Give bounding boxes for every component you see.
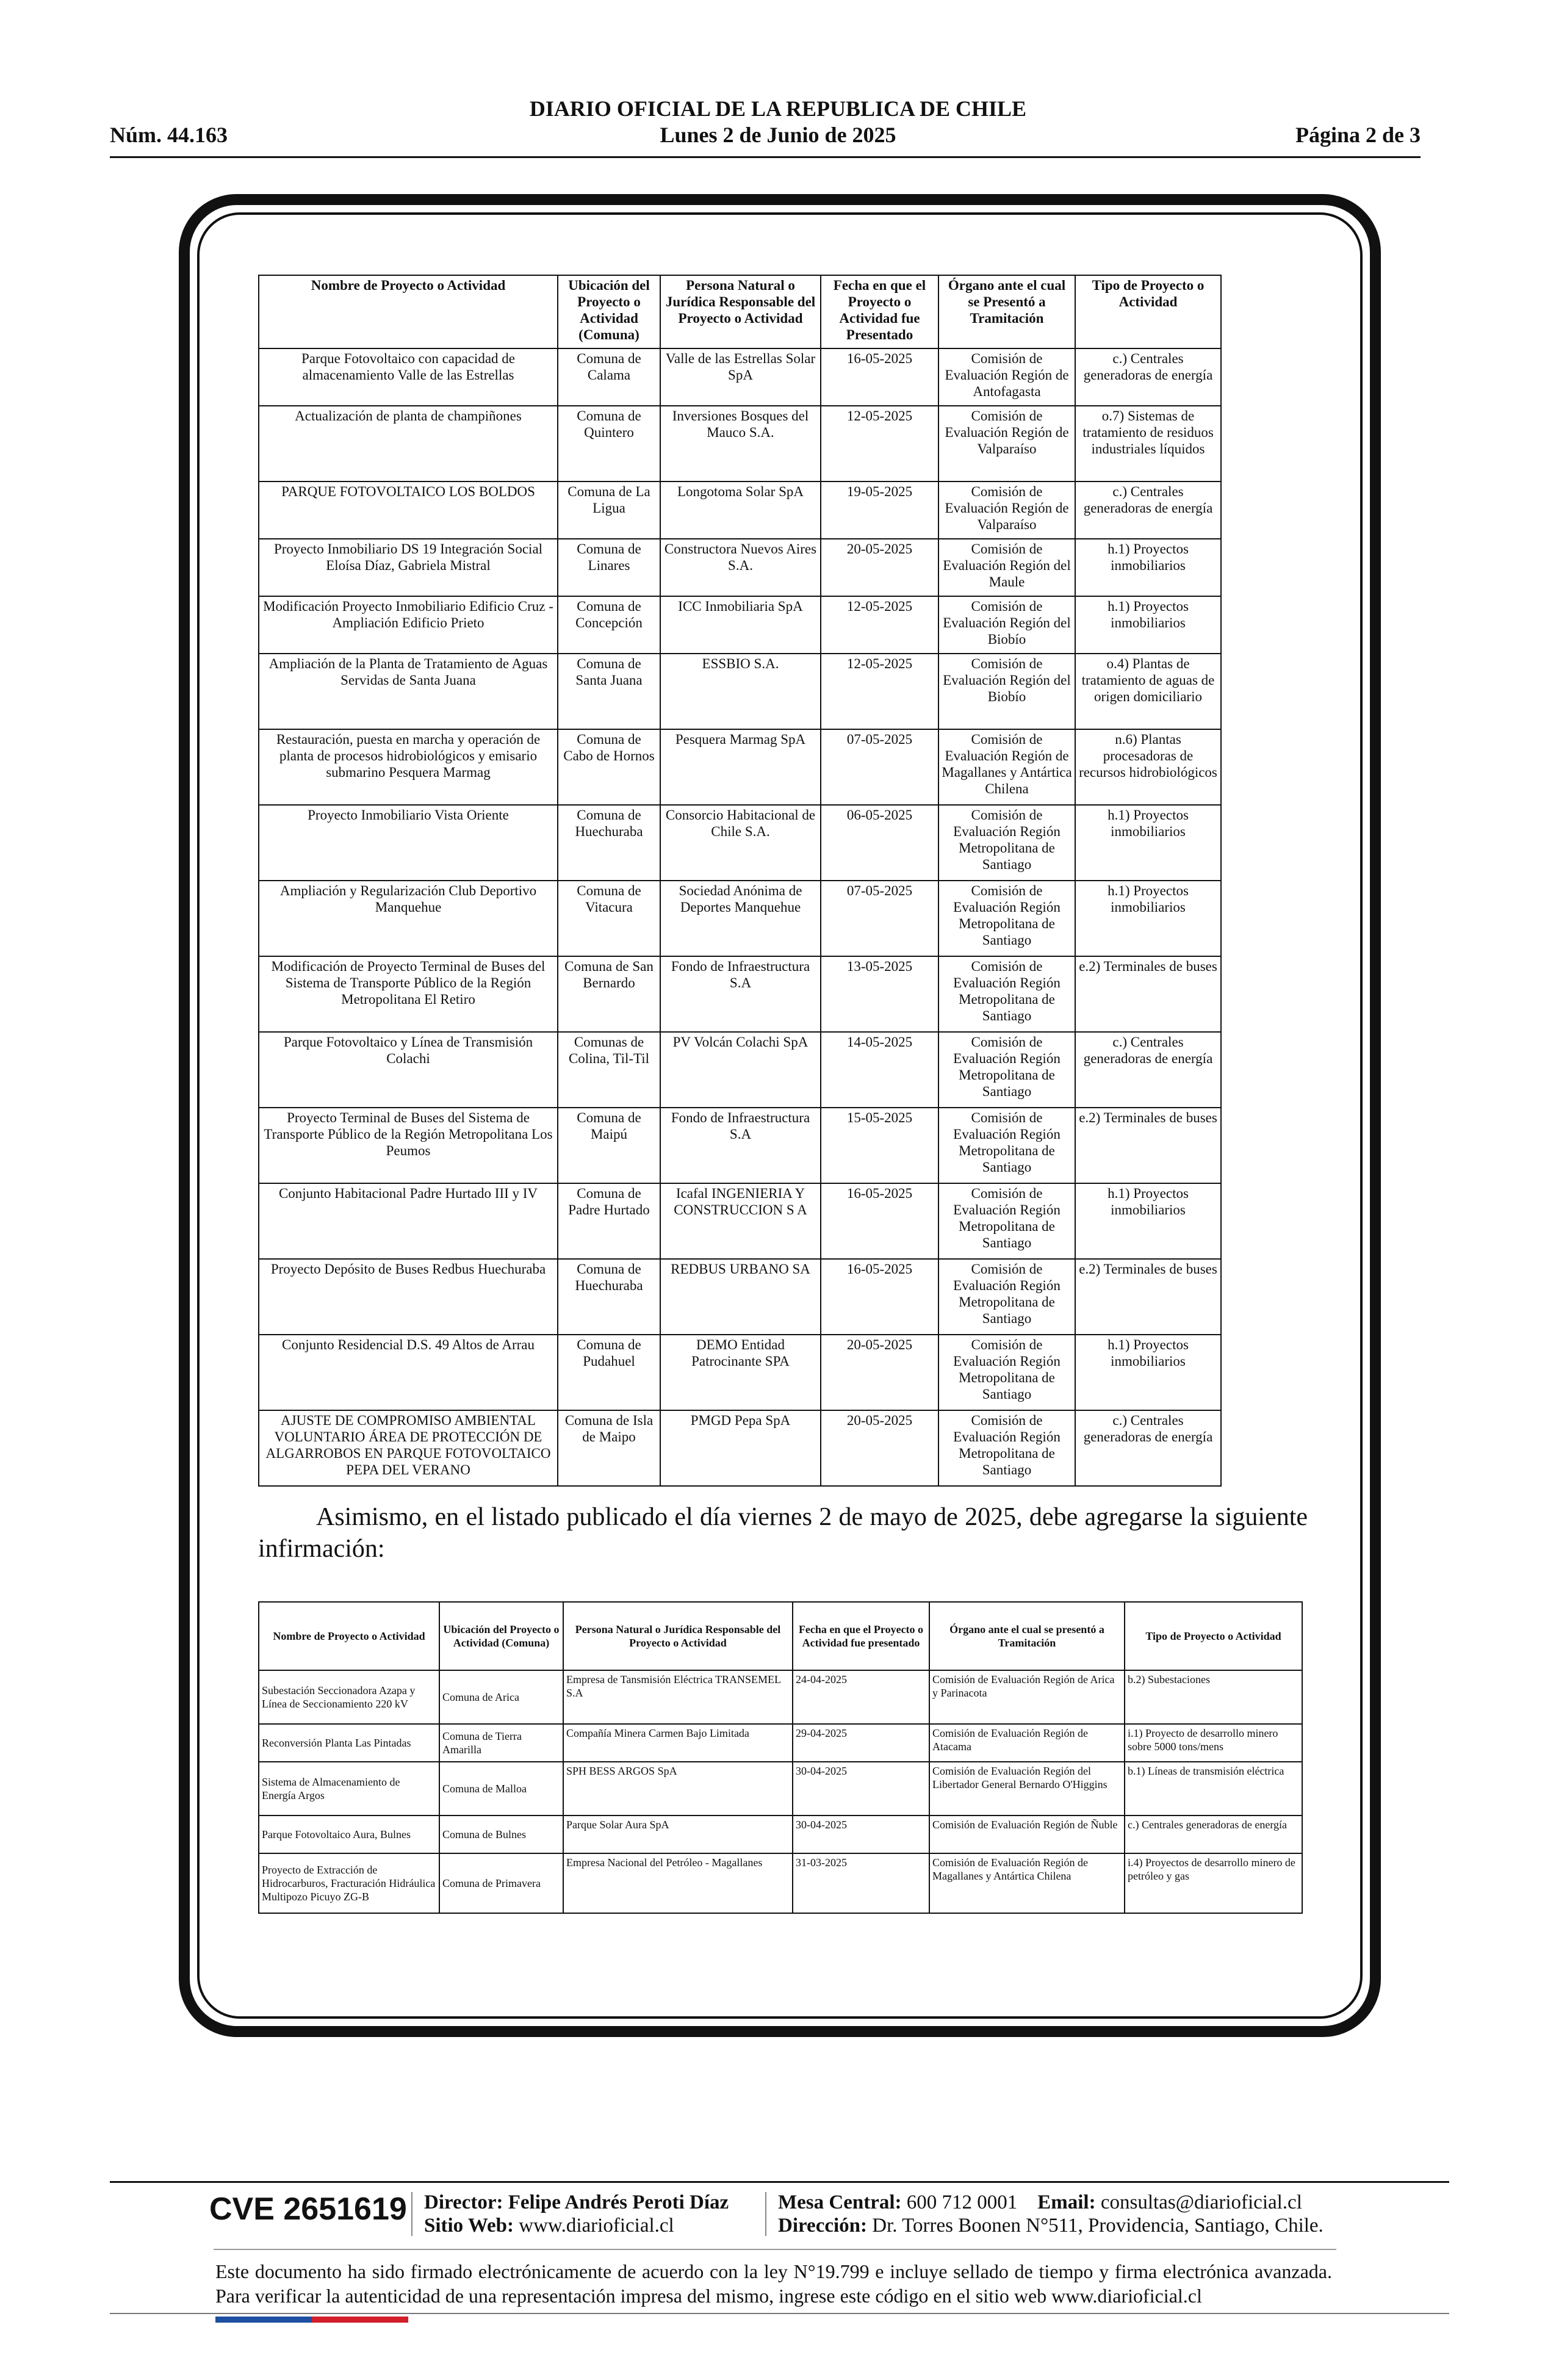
table-cell: Comuna de Huechuraba [558,1259,660,1335]
table-cell: Comuna de Linares [558,539,660,596]
table-row [259,881,1221,956]
table-cell: Subestación Seccionadora Azapa y Línea de Seccionamiento 220 kV [259,1670,439,1724]
table-cell: Comisión de Evaluación Región del Biobío [938,654,1075,729]
table-cell: Parque Solar Aura SpA [563,1816,793,1853]
table-cell: 20-05-2025 [821,1410,938,1486]
footer-divider [110,2181,1449,2183]
table-cell: e.2) Terminales de buses [1075,1259,1221,1335]
website-link[interactable]: www.diarioficial.cl [519,2215,674,2237]
column-header: Fecha en que el Proyecto o Actividad fue presentado [793,1602,929,1670]
table-cell: Sociedad Anónima de Deportes Manquehue [660,881,821,956]
table-cell: h.1) Proyectos inmobiliarios [1075,881,1221,956]
table-cell: Comisión de Evaluación Región Metropolitana de Santiago [938,805,1075,881]
column-header: Fecha en que el Proyecto o Actividad fue Presentado [821,275,938,348]
table-cell: 19-05-2025 [821,481,938,539]
table-cell: Parque Fotovoltaico con capacidad de almacenamiento Valle de las Estrellas [259,348,558,406]
table-cell: h.1) Proyectos inmobiliarios [1075,1335,1221,1410]
table-cell: o.7) Sistemas de tratamiento de residuos industriales líquidos [1075,406,1221,481]
table-cell: h.1) Proyectos inmobiliarios [1075,596,1221,654]
table-cell: Comuna de Concepción [558,596,660,654]
footer-bottom-rule [110,2313,1449,2314]
addendum-table-header [259,1602,1302,1670]
footer-director: Director: Felipe Andrés Peroti Díaz [424,2191,729,2213]
table-row [259,1724,1302,1762]
table-cell: Comisión de Evaluación Región de Magallanes y Antártica Chilena [938,729,1075,805]
table-cell: 20-05-2025 [821,1335,938,1410]
table-cell: Proyecto de Extracción de Hidrocarburos, Fracturación Hidráulica Multipozo Picuyo ZG-B [259,1853,439,1913]
table-row [259,406,1221,481]
column-header: Órgano ante el cual se Presentó a Tramitación [938,275,1075,348]
table-cell: 12-05-2025 [821,406,938,481]
table-cell: Comuna de Primavera [439,1853,563,1913]
footer-separator [765,2192,766,2236]
table-cell: Constructora Nuevos Aires S.A. [660,539,821,596]
column-header: Tipo de Proyecto o Actividad [1125,1602,1302,1670]
table-cell: 24-04-2025 [793,1670,929,1724]
column-header: Ubicación del Proyecto o Actividad (Comuna) [558,275,660,348]
table-cell: SPH BESS ARGOS SpA [563,1762,793,1816]
table-cell: Comisión de Evaluación Región Metropolitana de Santiago [938,956,1075,1032]
table-cell: Comuna de Bulnes [439,1816,563,1853]
table-cell: Comuna de Arica [439,1670,563,1724]
table-cell: c.) Centrales generadoras de energía [1075,1032,1221,1108]
table-cell: b.1) Líneas de transmisión eléctrica [1125,1762,1302,1816]
table-cell: n.6) Plantas procesadoras de recursos hidrobiológicos [1075,729,1221,805]
table-cell: Empresa de Tansmisión Eléctrica TRANSEMEL S.A [563,1670,793,1724]
table-cell: b.2) Subestaciones [1125,1670,1302,1724]
table-cell: Comisión de Evaluación Región Metropolitana de Santiago [938,1183,1075,1259]
table-cell: ESSBIO S.A. [660,654,821,729]
header-divider [110,156,1421,158]
table-cell: REDBUS URBANO SA [660,1259,821,1335]
column-header: Ubicación del Proyecto o Actividad (Comuna) [439,1602,563,1670]
table-cell: e.2) Terminales de buses [1075,956,1221,1032]
table-row [259,348,1221,406]
column-header: Persona Natural o Jurídica Responsable del Proyecto o Actividad [660,275,821,348]
table-cell: Parque Fotovoltaico Aura, Bulnes [259,1816,439,1853]
table-cell: Comuna de Santa Juana [558,654,660,729]
table-cell: Comuna de Maipú [558,1108,660,1183]
table-cell: Comuna de Quintero [558,406,660,481]
table-cell: 30-04-2025 [793,1816,929,1853]
table-row [259,1335,1221,1410]
table-cell: Comuna de Huechuraba [558,805,660,881]
table-row [259,1183,1221,1259]
table-cell: Comuna de Calama [558,348,660,406]
table-cell: 15-05-2025 [821,1108,938,1183]
table-cell: Valle de las Estrellas Solar SpA [660,348,821,406]
column-header: Nombre de Proyecto o Actividad [259,275,558,348]
table-row [259,539,1221,596]
footer-address: Dirección: Dr. Torres Boonen N°511, Providencia, Santiago, Chile. [778,2215,1324,2237]
issue-number: Núm. 44.163 [110,123,228,147]
table-cell: Actualización de planta de champiñones [259,406,558,481]
table-row [259,1032,1221,1108]
column-header: Persona Natural o Jurídica Responsable del Proyecto o Actividad [563,1602,793,1670]
table-cell: Comuna de Padre Hurtado [558,1183,660,1259]
table-cell: Reconversión Planta Las Pintadas [259,1724,439,1762]
table-cell: Comisión de Evaluación Región del Maule [938,539,1075,596]
table-cell: AJUSTE DE COMPROMISO AMBIENTAL VOLUNTARIO ÁREA DE PROTECCIÓN DE ALGARROBOS EN PARQUE FOTOVOLTAICO PEPA DEL VERANO [259,1410,558,1486]
table-cell: Comisión de Evaluación Región de Valparaíso [938,406,1075,481]
table-cell: Comunas de Colina, Til-Til [558,1032,660,1108]
flag-stripe-red [312,2317,408,2323]
projects-table [258,275,1222,1487]
table-cell: o.4) Plantas de tratamiento de aguas de origen domiciliario [1075,654,1221,729]
table-row [259,729,1221,805]
footer-divider-thin [214,2249,1336,2250]
table-cell: Restauración, puesta en marcha y operación de planta de procesos hidrobiológicos y emisario submarino Pesquera Marmag [259,729,558,805]
table-row [259,1762,1302,1816]
table-cell: Comisión de Evaluación Región de Magallanes y Antártica Chilena [929,1853,1125,1913]
footer-separator [411,2192,412,2236]
table-cell: Longotoma Solar SpA [660,481,821,539]
table-cell: 12-05-2025 [821,596,938,654]
table-cell: Comisión de Evaluación Región Metropolitana de Santiago [938,1108,1075,1183]
table-cell: h.1) Proyectos inmobiliarios [1075,1183,1221,1259]
table-cell: PMGD Pepa SpA [660,1410,821,1486]
email-link[interactable]: consultas@diarioficial.cl [1100,2191,1302,2213]
table-cell: Comisión de Evaluación Región de Ñuble [929,1816,1125,1853]
table-cell: Proyecto Inmobiliario Vista Oriente [259,805,558,881]
table-cell: c.) Centrales generadoras de energía [1075,481,1221,539]
cve-code: CVE 2651619 [209,2191,407,2227]
table-cell: i.1) Proyecto de desarrollo minero sobre 5000 tons/mens [1125,1724,1302,1762]
table-cell: 16-05-2025 [821,348,938,406]
addendum-paragraph: Asimismo, en el listado publicado el día viernes 2 de mayo de 2025, debe agregarse la siguiente infirmación: [258,1503,1308,1563]
table-row [259,481,1221,539]
table-cell: Icafal INGENIERIA Y CONSTRUCCION S A [660,1183,821,1259]
table-cell: Ampliación y Regularización Club Deportivo Manquehue [259,881,558,956]
table-row [259,1108,1221,1183]
table-row [259,1259,1221,1335]
table-row [259,1816,1302,1853]
table-cell: Comisión de Evaluación Región Metropolitana de Santiago [938,1259,1075,1335]
table-cell: Comuna de San Bernardo [558,956,660,1032]
table-row [259,956,1221,1032]
table-cell: 14-05-2025 [821,1032,938,1108]
table-row [259,1670,1302,1724]
table-row [259,1410,1221,1486]
table-cell: Comuna de Pudahuel [558,1335,660,1410]
table-cell: Proyecto Depósito de Buses Redbus Huechuraba [259,1259,558,1335]
table-cell: Compañía Minera Carmen Bajo Limitada [563,1724,793,1762]
table-cell: Comisión de Evaluación Región del Libertador General Bernardo O'Higgins [929,1762,1125,1816]
table-cell: c.) Centrales generadoras de energía [1125,1816,1302,1853]
table-cell: 12-05-2025 [821,654,938,729]
table-cell: DEMO Entidad Patrocinante SPA [660,1335,821,1410]
table-cell: c.) Centrales generadoras de energía [1075,348,1221,406]
table-row [259,596,1221,654]
table-cell: PARQUE FOTOVOLTAICO LOS BOLDOS [259,481,558,539]
table-cell: Proyecto Inmobiliario DS 19 Integración Social Eloísa Díaz, Gabriela Mistral [259,539,558,596]
footer-website: Sitio Web: www.diarioficial.cl [424,2215,674,2237]
table-cell: 29-04-2025 [793,1724,929,1762]
table-cell: 16-05-2025 [821,1259,938,1335]
table-cell: h.1) Proyectos inmobiliarios [1075,805,1221,881]
table-cell: Fondo de Infraestructura S.A [660,1108,821,1183]
table-cell: c.) Centrales generadoras de energía [1075,1410,1221,1486]
table-cell: Ampliación de la Planta de Tratamiento de Aguas Servidas de Santa Juana [259,654,558,729]
table-cell: Comisión de Evaluación Región de Atacama [929,1724,1125,1762]
issue-date: Lunes 2 de Junio de 2025 [660,123,896,147]
table-cell: 07-05-2025 [821,729,938,805]
table-cell: Comisión de Evaluación Región del Biobío [938,596,1075,654]
table-row [259,654,1221,729]
table-cell: Conjunto Residencial D.S. 49 Altos de Arrau [259,1335,558,1410]
legal-notice: Este documento ha sido firmado electrónicamente de acuerdo con la ley N°19.799 e incluye sellado de tiempo y firma electrónica avanzada. Para verificar la autenticidad de una representación impresa del mismo, ingrese este código en el sitio web www.diarioficial.cl [215,2260,1332,2307]
table-cell: 31-03-2025 [793,1853,929,1913]
table-cell: Inversiones Bosques del Mauco S.A. [660,406,821,481]
table-cell: Comuna de Vitacura [558,881,660,956]
table-cell: ICC Inmobiliaria SpA [660,596,821,654]
table-cell: Comisión de Evaluación Región Metropolitana de Santiago [938,1032,1075,1108]
table-cell: Comuna de Isla de Maipo [558,1410,660,1486]
table-cell: 30-04-2025 [793,1762,929,1816]
table-cell: Pesquera Marmag SpA [660,729,821,805]
flag-stripe-blue [215,2317,312,2323]
table-cell: Comuna de Tierra Amarilla [439,1724,563,1762]
table-cell: i.4) Proyectos de desarrollo minero de petróleo y gas [1125,1853,1302,1913]
table-cell: Comisión de Evaluación Región Metropolitana de Santiago [938,1335,1075,1410]
table-cell: 13-05-2025 [821,956,938,1032]
table-row [259,1853,1302,1913]
table-cell: Comisión de Evaluación Región Metropolitana de Santiago [938,881,1075,956]
table-cell: Comuna de La Ligua [558,481,660,539]
projects-table-header [259,275,1221,348]
table-cell: h.1) Proyectos inmobiliarios [1075,539,1221,596]
table-cell: Empresa Nacional del Petróleo - Magallanes [563,1853,793,1913]
table-cell: Proyecto Terminal de Buses del Sistema de Transporte Público de la Región Metropolitana Los Peumos [259,1108,558,1183]
table-cell: Comisión de Evaluación Región de Arica y Parinacota [929,1670,1125,1724]
table-cell: Fondo de Infraestructura S.A [660,956,821,1032]
newspaper-title: DIARIO OFICIAL DE LA REPUBLICA DE CHILE [529,96,1027,121]
table-cell: Sistema de Almacenamiento de Energía Argos [259,1762,439,1816]
table-cell: Modificación Proyecto Inmobiliario Edificio Cruz - Ampliación Edificio Prieto [259,596,558,654]
table-cell: 20-05-2025 [821,539,938,596]
table-cell: Modificación de Proyecto Terminal de Buses del Sistema de Transporte Público de la Región Metropolitana El Retiro [259,956,558,1032]
table-cell: Comisión de Evaluación Región de Antofagasta [938,348,1075,406]
addendum-table [258,1601,1303,1914]
column-header: Órgano ante el cual se presentó a Tramitación [929,1602,1125,1670]
column-header: Tipo de Proyecto o Actividad [1075,275,1221,348]
column-header: Nombre de Proyecto o Actividad [259,1602,439,1670]
table-cell: Comuna de Cabo de Hornos [558,729,660,805]
table-cell: Consorcio Habitacional de Chile S.A. [660,805,821,881]
page-number: Página 2 de 3 [1295,123,1421,147]
table-cell: PV Volcán Colachi SpA [660,1032,821,1108]
table-cell: Comisión de Evaluación Región Metropolitana de Santiago [938,1410,1075,1486]
table-cell: 06-05-2025 [821,805,938,881]
table-cell: Parque Fotovoltaico y Línea de Transmisión Colachi [259,1032,558,1108]
table-cell: Comuna de Malloa [439,1762,563,1816]
footer-phone: Mesa Central: 600 712 0001 Email: consultas@diarioficial.cl [778,2191,1302,2213]
table-cell: 16-05-2025 [821,1183,938,1259]
table-cell: Comisión de Evaluación Región de Valparaíso [938,481,1075,539]
table-cell: e.2) Terminales de buses [1075,1108,1221,1183]
table-cell: 07-05-2025 [821,881,938,956]
table-cell: Conjunto Habitacional Padre Hurtado III y IV [259,1183,558,1259]
table-row [259,805,1221,881]
